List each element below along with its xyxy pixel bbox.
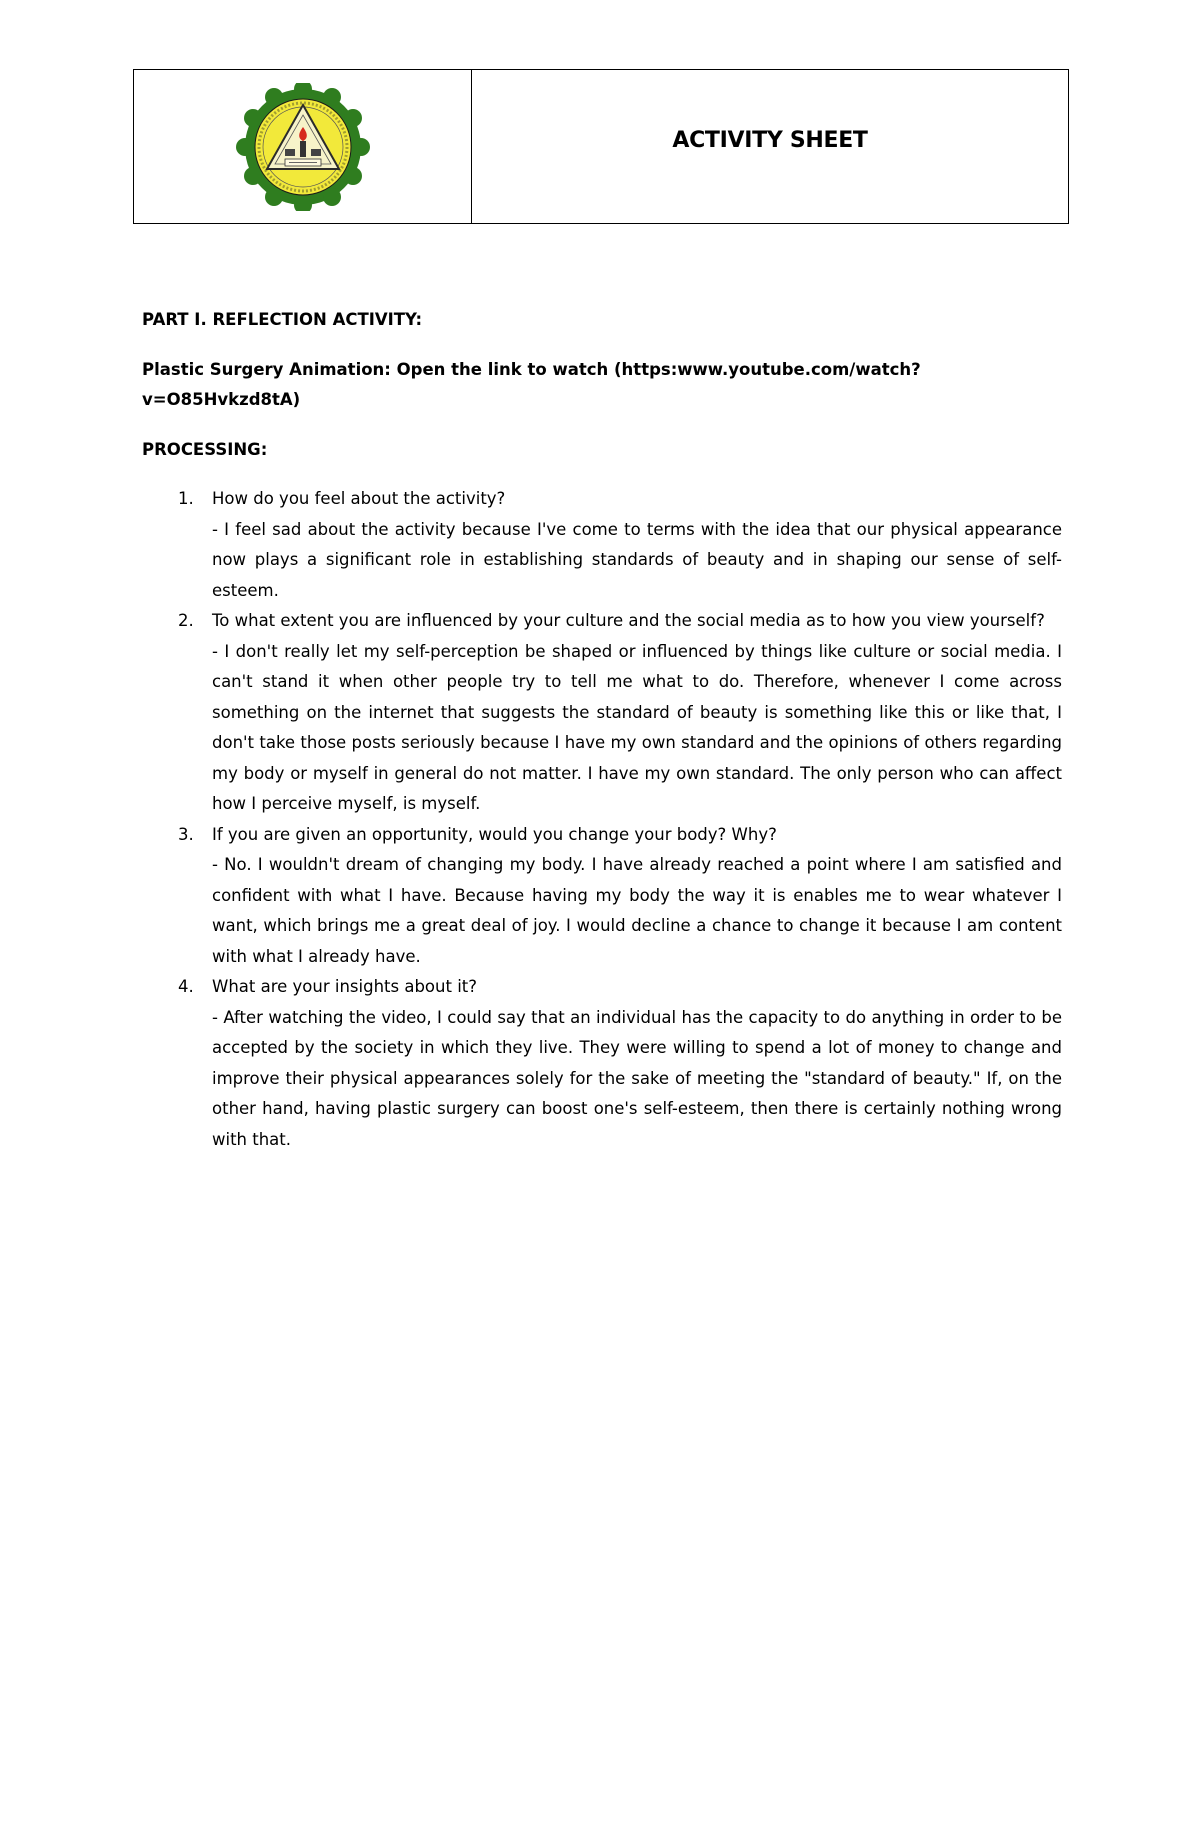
answer-text: - I don't really let my self-perception be shaped or influenced by things like culture or social media. I can't stand it when other people try to tell me what to do. Therefore, whenever I come across something on the internet that suggests the standard of beauty is something like this or like that, I don't take those posts seriously because I have my own standard and the opinions of others regarding my body or myself in general do not matter. I have my own standard. The only person who can affect how I perceive myself, is myself. (212, 641, 1062, 813)
list-item (142, 972, 1062, 1155)
school-seal-logo (233, 83, 373, 211)
question-text: What are your insights about it? (212, 977, 477, 996)
question-number: 1. (178, 489, 194, 508)
title-cell (472, 70, 1068, 223)
question-list (142, 484, 1062, 1155)
document-body (142, 305, 1062, 1155)
video-link-line: Plastic Surgery Animation: Open the link to watch (https:www.youtube.com/watch?v=O85Hvkzd8tA) (142, 359, 921, 409)
answer-text: - After watching the video, I could say that an individual has the capacity to do anything in order to be accepted by the society in which they live. They were willing to spend a lot of money to change and improve their physical appearances solely for the sake of meeting the "standard of beauty." If, on the other hand, having plastic surgery can boost one's self-esteem, then there is certainly nothing wrong with that. (212, 1007, 1062, 1149)
question-text: How do you feel about the activity? (212, 489, 506, 508)
processing-label: PROCESSING: (142, 439, 268, 459)
logo-cell (134, 70, 472, 223)
question-number: 2. (178, 611, 194, 630)
question-number: 3. (178, 824, 194, 844)
list-item (142, 484, 1062, 606)
question-number: 4. (178, 977, 194, 996)
header-table (133, 69, 1069, 224)
list-item (142, 606, 1062, 820)
answer-text: - No. I wouldn't dream of changing my body. I have already reached a point where I am satisfied and confident with what I have. Because having my body the way it is enables me to wear whatever I want, which brings me a great deal of joy. I would decline a chance to change it because I am content with what I already have. (212, 855, 1062, 966)
list-item (142, 820, 1062, 973)
question-text: To what extent you are influenced by your culture and the social media as to how you view yourself? (212, 611, 1045, 630)
page-title: ACTIVITY SHEET (672, 128, 868, 153)
part-title: PART I. REFLECTION ACTIVITY: (142, 310, 423, 329)
question-text: If you are given an opportunity, would you change your body? Why? (212, 824, 777, 844)
answer-text: - I feel sad about the activity because I've come to terms with the idea that our physical appearance now plays a significant role in establishing standards of beauty and in shaping our sense of self-esteem. (212, 519, 1062, 600)
